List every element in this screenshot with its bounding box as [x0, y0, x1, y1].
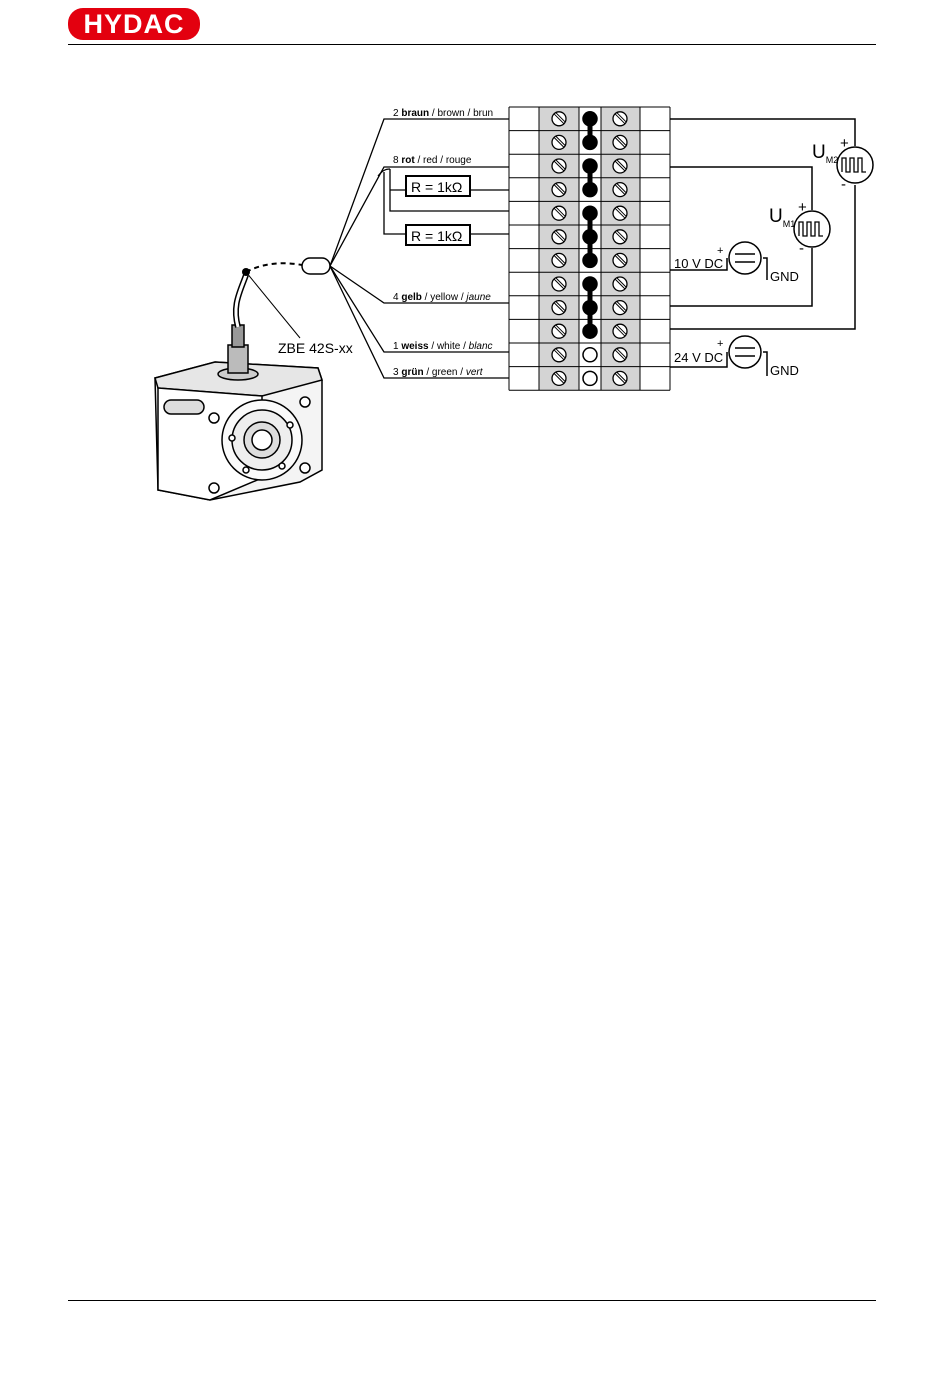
resistor-2-label: R = 1kΩ [411, 228, 463, 244]
wire-label-rot: 8 rot / red / rouge [393, 155, 472, 166]
resistor-1-label: R = 1kΩ [411, 179, 463, 195]
wire-label-weiss: 1 weiss / white / blanc [393, 341, 493, 352]
dashed-cable [246, 263, 302, 272]
supply-10v-label: 10 V DC [674, 256, 724, 271]
meter-m1-label: $U_{M1}$ [769, 206, 796, 229]
terminal-block [509, 107, 670, 390]
supply-24v-plus: + [717, 338, 724, 350]
open-contact-icon [583, 348, 597, 362]
resistor-1 [406, 176, 470, 196]
meter-m2-plus: + [840, 135, 849, 152]
open-contact-icon [583, 371, 597, 385]
gnd-label-1: GND [770, 269, 799, 284]
supply-10v-plus: + [717, 245, 724, 257]
dc-source-24v-icon [729, 336, 761, 368]
wire-label-gelb: 4 gelb / yellow / jaune [393, 292, 491, 303]
dc-source-10v-icon [729, 242, 761, 274]
meter-m1-minus: - [799, 240, 804, 257]
meter-m2-label: $U_{M2}$ [812, 142, 839, 165]
resistor-2 [406, 225, 470, 245]
logo-text: HYDAC [83, 8, 185, 39]
wire-label-gruen: 3 grün / green / vert [393, 367, 483, 378]
wire-label-braun: 2 braun / brown / brun [393, 108, 494, 119]
wiring-diagram [0, 0, 950, 560]
cable-label: ZBE 42S-xx [278, 340, 353, 356]
meter-m1-plus: + [798, 199, 807, 216]
meter-m2-minus: - [841, 176, 846, 193]
supply-24v-label: 24 V DC [674, 350, 724, 365]
cable-connector [302, 258, 330, 274]
gnd-label-2: GND [770, 363, 799, 378]
footer-rule [68, 1300, 876, 1301]
cable-label-leader [246, 272, 300, 338]
